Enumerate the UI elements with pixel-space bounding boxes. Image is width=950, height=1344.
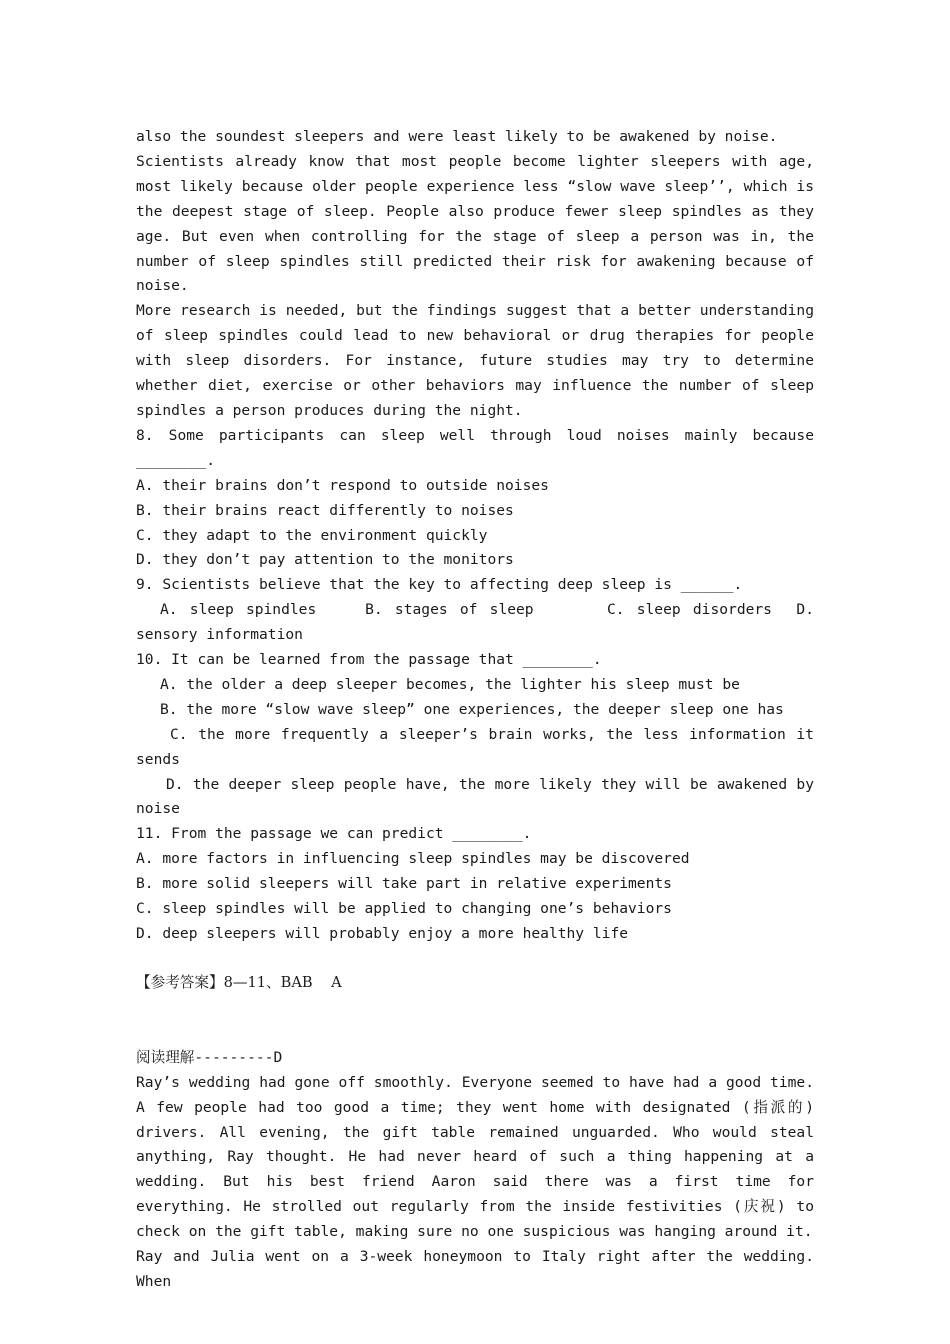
- question-10-option-d: D. the deeper sleep people have, the more likely they will be awakened by noise: [136, 775, 814, 818]
- passage-c-paragraph-1: also the soundest sleepers and were least likely to be awakened by noise.: [136, 128, 778, 145]
- question-11-option-d: D. deep sleepers will probably enjoy a more healthy life: [136, 925, 629, 942]
- passage-c-paragraph-2: Scientists already know that most people become lighter sleepers with age, most likely because older people experience less “slow wave sleep’’, which is the deepest stage of sleep. People also produce fewer sleep spindles as they age. But even when controlling for the stage of sleep a person was in, the number of sleep spindles still predicted their risk for awakening because of noise.: [136, 152, 814, 295]
- answer-key: 【参考答案】8—11、BAB A: [136, 973, 342, 991]
- question-10-option-c: C. the more frequently a sleeper’s brain works, the less information it sends: [136, 725, 814, 768]
- question-8-option-c: C. they adapt to the environment quickly: [136, 526, 488, 544]
- spacer: [136, 996, 814, 1046]
- question-11-option-c: C. sleep spindles will be applied to changing one’s behaviors: [136, 900, 672, 918]
- passage-d-paragraph-2: Ray and Julia went on a 3-week honeymoon to Italy right after the wedding. When: [136, 1248, 814, 1290]
- question-11-option-b: B. more solid sleepers will take part in relative experiments: [136, 875, 672, 893]
- question-10-option-a: A. the older a deep sleeper becomes, the lighter his sleep must be: [160, 675, 740, 693]
- question-11-option-a: A. more factors in influencing sleep spindles may be discovered: [136, 850, 690, 868]
- spacer: [136, 947, 814, 971]
- question-11-stem: 11. From the passage we can predict ________.: [136, 825, 532, 843]
- passage-d-heading: 阅读理解---------D: [136, 1048, 283, 1066]
- document-page: [136, 125, 850, 1295]
- passage-d-paragraph-1: Ray’s wedding had gone off smoothly. Everyone seemed to have had a good time. A few people had too good a time; they went home with designated (指派的) drivers. All evening, the gift table remained unguarded. Who would steal anything, Ray thought. He had never heard of such a thing happening at a wedding. But his best friend Aaron said there was a first time for everything. He strolled out regularly from the inside festivities (庆祝) to check on the gift table, making sure no one suspicious was hanging around it.: [136, 1073, 814, 1241]
- question-8-option-a: A. their brains don’t respond to outside noises: [136, 476, 549, 494]
- question-8-option-d: D. they don’t pay attention to the monitors: [136, 551, 514, 569]
- question-10-option-b: B. the more “slow wave sleep” one experiences, the deeper sleep one has: [160, 700, 784, 718]
- question-8-stem: 8. Some participants can sleep well through loud noises mainly because ________.: [136, 426, 814, 469]
- question-9-options: A. sleep spindles B. stages of sleep C. sleep disorders D. sensory information: [136, 601, 850, 644]
- question-10-stem: 10. It can be learned from the passage that ________.: [136, 651, 602, 669]
- passage-c-paragraph-3: More research is needed, but the findings suggest that a better understanding of sleep spindles could lead to new behavioral or drug therapies for people with sleep disorders. For instance, future studies may try to determine whether diet, exercise or other behaviors may influence the number of sleep spindles a person produces during the night.: [136, 302, 814, 419]
- question-8-option-b: B. their brains react differently to noises: [136, 501, 514, 519]
- question-9-stem: 9. Scientists believe that the key to affecting deep sleep is ______.: [136, 576, 743, 594]
